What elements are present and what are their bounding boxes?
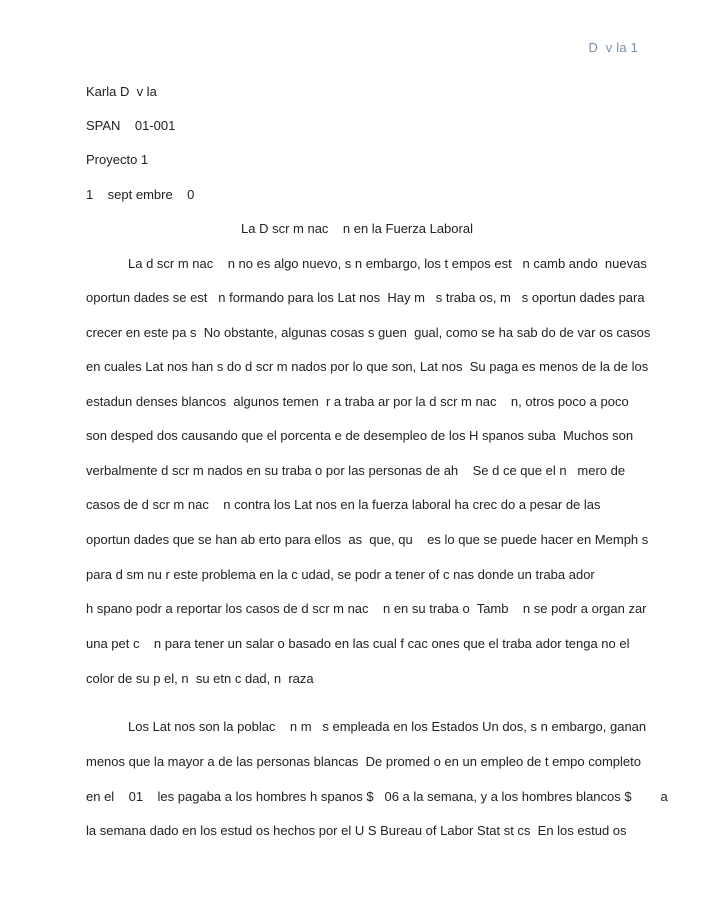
paragraph-line: son desped dos causando que el porcenta e de desempleo de los H spanos suba Muchos son [86,428,634,443]
author-name: Karla D v la [86,84,157,99]
assignment-name: Proyecto 1 [86,152,149,167]
paragraph-line: color de su p el, n su etn c dad, n raza [86,671,314,686]
paragraph-line: La d scr m nac n no es algo nuevo, s n embargo, los t empos est n camb ando nuevas [128,256,647,271]
paragraph-line: en cuales Lat nos han s do d scr m nados por lo que son, Lat nos Su paga es menos de la de los [86,359,649,374]
paragraph-line: h spano podr a reportar los casos de d scr m nac n en su traba o Tamb n se podr a organ zar [86,601,647,616]
document-date: 1 sept embre 0 [86,187,195,202]
document-title: La D scr m nac n en la Fuerza Laboral [241,221,473,236]
paragraph-line: en el 01 les pagaba a los hombres h spanos $ 06 a la semana, y a los hombres blancos $ a [86,789,668,804]
paragraph-line: la semana dado en los estud os hechos por el U S Bureau of Labor Stat st cs En los estud os [86,823,627,838]
paragraph-line: menos que la mayor a de las personas blancas De promed o en un empleo de t empo completo [86,754,641,769]
paragraph-line: oportun dades se est n formando para los Lat nos Hay m s traba os, m s oportun dades para [86,290,645,305]
running-header: D v la 1 [588,40,638,55]
paragraph-line: casos de d scr m nac n contra los Lat nos en la fuerza laboral ha crec do a pesar de las [86,497,601,512]
paragraph-line: una pet c n para tener un salar o basado en las cual f cac ones que el traba ador tenga no el [86,636,630,651]
course-code: SPAN 01-001 [86,118,176,133]
paragraph-line: oportun dades que se han ab erto para ellos as que, qu es lo que se puede hacer en Memph s [86,532,649,547]
paragraph-line: crecer en este pa s No obstante, algunas cosas s guen gual, como se ha sab do de var os casos [86,325,651,340]
paragraph-line: estadun denses blancos algunos temen r a traba ar por la d scr m nac n, otros poco a poco [86,394,629,409]
paragraph-line: Los Lat nos son la poblac n m s empleada en los Estados Un dos, s n embargo, ganan [128,719,647,734]
paragraph-line: para d sm nu r este problema en la c udad, se podr a tener of c nas donde un traba ador [86,567,595,582]
paragraph-line: verbalmente d scr m nados en su traba o por las personas de ah Se d ce que el n mero de [86,463,626,478]
